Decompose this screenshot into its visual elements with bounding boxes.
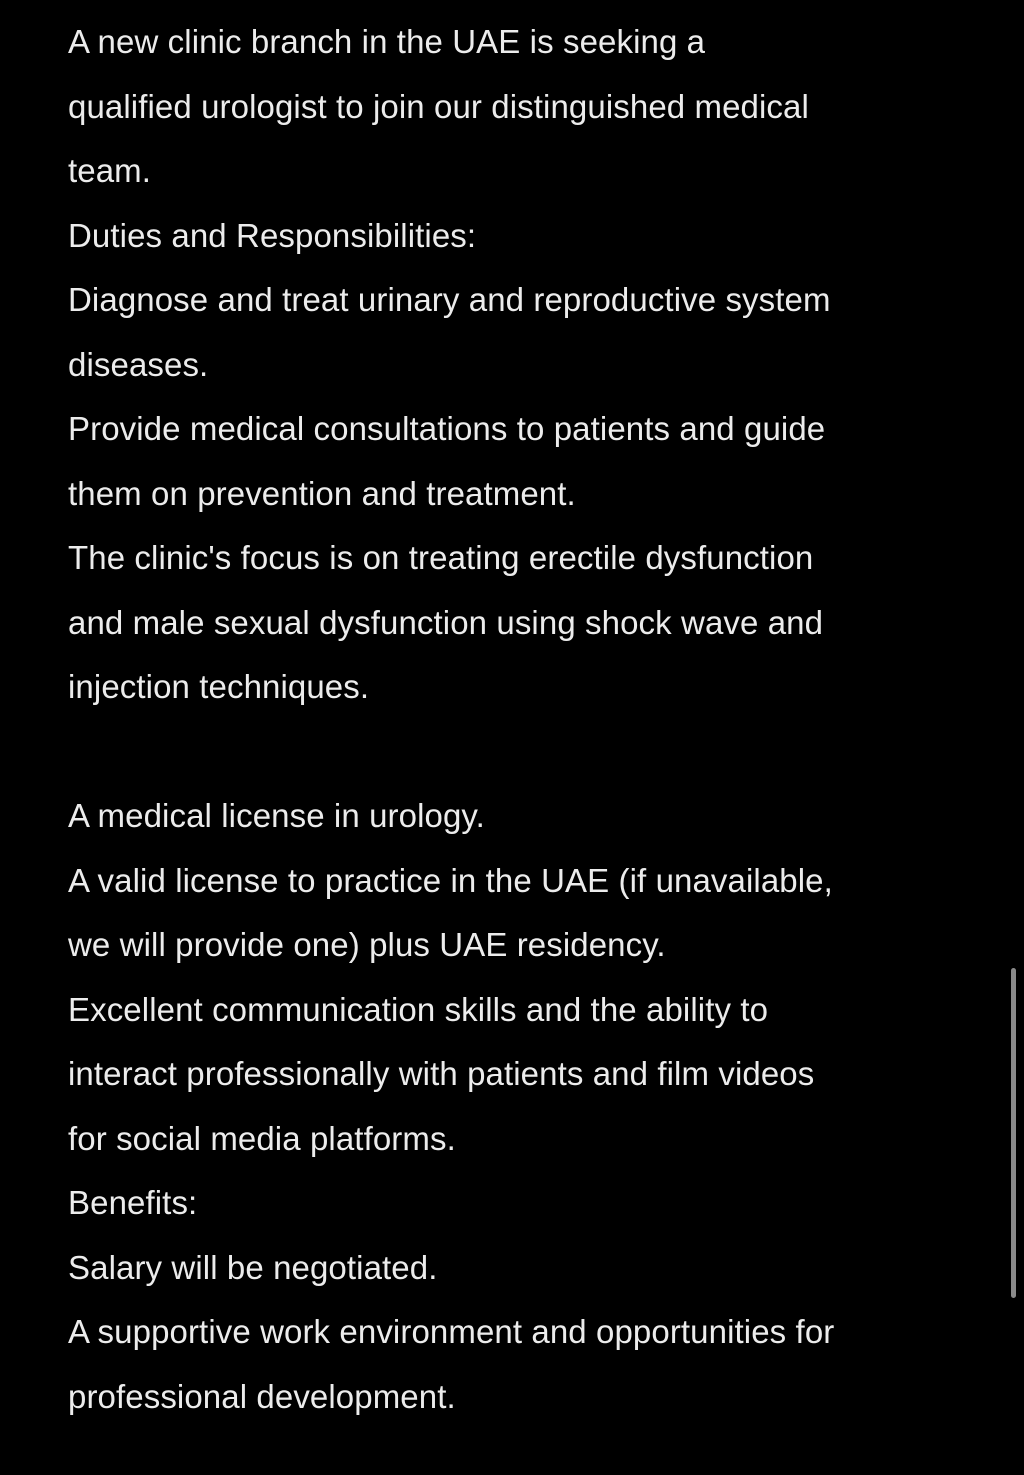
duty-line: The clinic's focus is on treating erectile dysfunction	[68, 539, 814, 576]
vertical-scrollbar[interactable]	[1011, 968, 1016, 1298]
requirement-line: we will provide one) plus UAE residency.	[68, 926, 666, 963]
requirement-line: interact professionally with patients and film videos	[68, 1055, 815, 1092]
benefit-line: A supportive work environment and opportunities for	[68, 1313, 835, 1350]
intro-line: team.	[68, 152, 152, 189]
requirement-line: Excellent communication skills and the ability to	[68, 990, 769, 1028]
requirement-line: A medical license in urology.	[68, 797, 485, 834]
duty-line: injection techniques.	[68, 668, 370, 705]
job-post-text	[68, 10, 988, 1429]
duty-line: them on prevention and treatment.	[68, 474, 576, 512]
duty-line: diseases.	[68, 345, 209, 383]
duty-line: Provide medical consultations to patients and guide	[68, 410, 826, 447]
duty-line: Diagnose and treat urinary and reproductive system	[68, 281, 831, 318]
intro-line: qualified urologist to join our distinguished medical	[68, 87, 809, 125]
duty-line: and male sexual dysfunction using shock wave and	[68, 603, 824, 641]
intro-line: A new clinic branch in the UAE is seeking a	[68, 23, 706, 60]
benefits-heading: Benefits:	[68, 1184, 198, 1221]
requirement-line: A valid license to practice in the UAE (if unavailable,	[68, 861, 833, 899]
duties-heading: Duties and Responsibilities:	[68, 216, 477, 254]
paragraph-spacer	[68, 720, 988, 785]
benefit-line: professional development.	[68, 1377, 456, 1415]
requirement-line: for social media platforms.	[68, 1119, 456, 1157]
benefit-line: Salary will be negotiated.	[68, 1248, 438, 1286]
